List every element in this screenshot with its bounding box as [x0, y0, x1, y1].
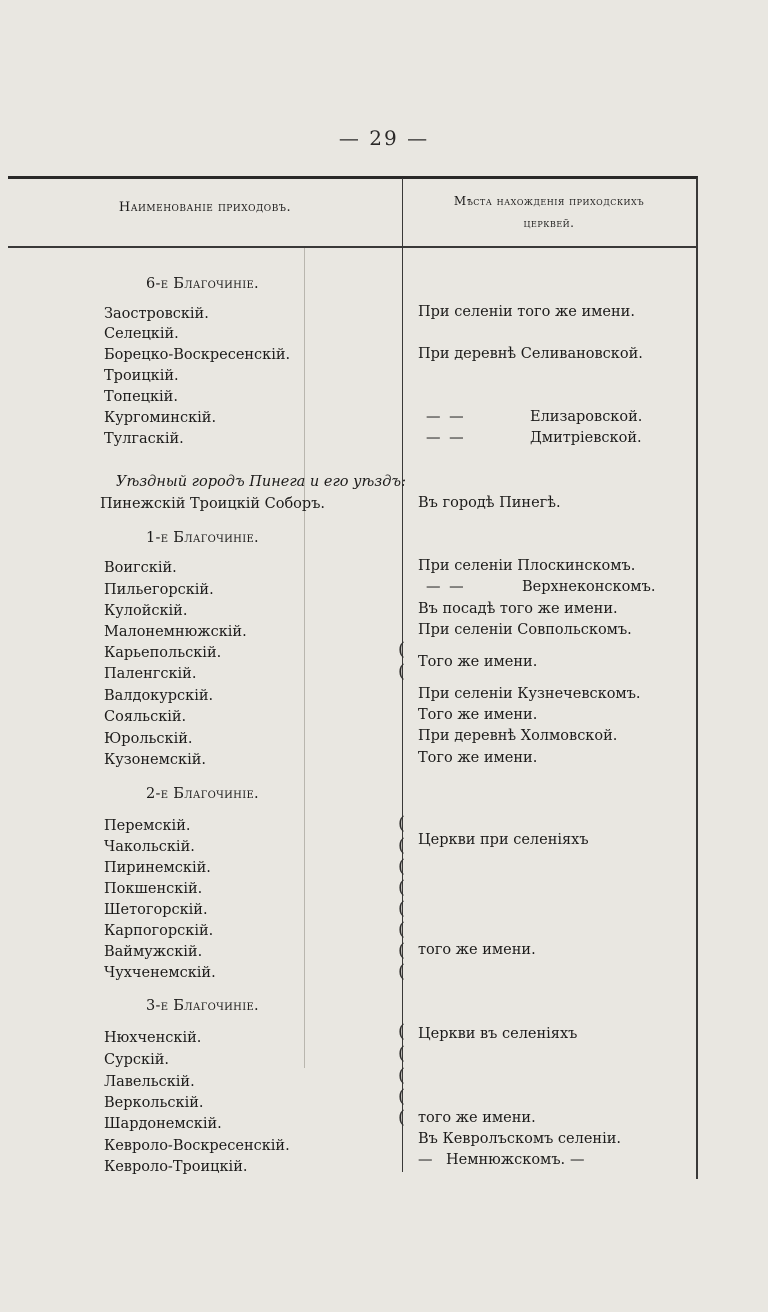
location-text: того же имени. — [418, 942, 536, 958]
header-separator — [8, 246, 696, 248]
parish-name: Паленгскій. — [104, 666, 197, 682]
parish-name: Сояльскій. — [104, 709, 187, 725]
location-text: При деревнѣ Холмовской. — [418, 728, 618, 744]
parish-name: Сурскій. — [104, 1052, 170, 1068]
brace-mark: ( — [398, 1107, 406, 1128]
location-text: Того же имени. — [418, 750, 538, 766]
parish-name: Шетогорскій. — [104, 902, 208, 918]
location-text: При деревнѣ Селивановской. — [418, 346, 643, 362]
ditto-dashes: — — [570, 1152, 585, 1168]
header-right-line2: церквей. — [523, 216, 575, 230]
location-text: Въ городѣ Пинегѣ. — [418, 495, 561, 511]
parish-name: Юрольскій. — [104, 731, 193, 747]
header-right-line1: Мѣста нахожденія приходскихъ — [453, 194, 645, 208]
brace-mark: ( — [398, 1065, 406, 1086]
location-text: При селеніи Плоскинскомъ. — [418, 558, 636, 574]
brace-mark: ( — [398, 877, 406, 898]
parish-name: Кургоминскій. — [104, 410, 217, 426]
brace-mark: ( — [398, 813, 406, 834]
parish-name: Лавельскій. — [104, 1074, 195, 1090]
section-heading-1: 1-е Благочиніе. — [146, 530, 259, 546]
parish-name: Пильегорскій. — [104, 582, 214, 598]
parish-name: Нюхченскій. — [104, 1030, 202, 1046]
page-number: — 29 — — [338, 126, 430, 150]
parish-name: Чухченемскій. — [104, 965, 216, 981]
location-text: Немнюжскомъ. — [446, 1152, 566, 1168]
parish-name: Чакольскій. — [104, 839, 195, 855]
parish-name: Перемскій. — [104, 818, 191, 834]
brace-mark: ( — [398, 1021, 406, 1042]
brace-mark: ( — [398, 961, 406, 982]
town-heading: Уѣздный городъ Пинега и его уѣздъ: — [116, 474, 406, 490]
parish-name: Кевроло-Троицкій. — [104, 1159, 248, 1175]
ditto-dashes: — — — [426, 579, 466, 595]
location-text: Елизаровской. — [530, 409, 643, 425]
brace-mark: ( — [398, 661, 406, 682]
location-text: Дмитріевской. — [530, 430, 642, 446]
parish-name: Карпогорскій. — [104, 923, 214, 939]
parish-name: Пиринемскій. — [104, 860, 211, 876]
location-text: Въ Кевролъскомъ селеніи. — [418, 1131, 621, 1147]
parish-name: Карьепольскій. — [104, 645, 222, 661]
ditto-dashes: — — — [426, 430, 466, 446]
location-text: При селеніи того же имени. — [418, 304, 635, 320]
parish-name: Троицкій. — [104, 368, 179, 384]
location-text: того же имени. — [418, 1110, 536, 1126]
parish-name: Борецко-Воскресенскій. — [104, 347, 291, 363]
parish-name: Валдокурскій. — [104, 688, 214, 704]
parish-name: Кевроло-Воскресенскій. — [104, 1138, 290, 1154]
brace-mark: ( — [398, 898, 406, 919]
brace-mark: ( — [398, 1043, 406, 1064]
faint-rule — [304, 248, 305, 1068]
location-text: Того же имени. — [418, 654, 538, 670]
ditto-dashes: — — [418, 1152, 433, 1168]
parish-name: Кулойскій. — [104, 603, 188, 619]
brace-mark: ( — [398, 835, 406, 856]
brace-mark: ( — [398, 1086, 406, 1107]
parish-name: Ваймужскій. — [104, 944, 203, 960]
brace-mark: ( — [398, 856, 406, 877]
section-heading-3: 3-е Благочиніе. — [146, 998, 259, 1014]
location-text: При селеніи Совпольскомъ. — [418, 622, 632, 638]
parish-name: Малонемнюжскій. — [104, 624, 247, 640]
parish-name: Пинежскій Троицкій Соборъ. — [100, 496, 326, 512]
location-text: Того же имени. — [418, 707, 538, 723]
parish-name: Селецкій. — [104, 326, 179, 342]
section-heading-2: 2-е Благочиніе. — [146, 786, 259, 802]
parish-name: Покшенскій. — [104, 881, 203, 897]
parish-name: Топецкій. — [104, 389, 178, 405]
brace-mark: ( — [398, 919, 406, 940]
section-heading-6: 6-е Благочиніе. — [146, 276, 259, 292]
location-text: Церкви при селеніяхъ — [418, 832, 589, 848]
location-text: Въ посадѣ того же имени. — [418, 601, 618, 617]
location-text: Церкви въ селеніяхъ — [418, 1026, 578, 1042]
location-text: При селеніи Кузнечевскомъ. — [418, 686, 641, 702]
location-text: Верхнеконскомъ. — [522, 579, 656, 595]
parish-name: Шардонемскій. — [104, 1116, 222, 1132]
parish-name: Заостровскій. — [104, 306, 209, 322]
brace-mark: ( — [398, 639, 406, 660]
parish-name: Кузонемскій. — [104, 752, 207, 768]
parish-name: Воигскій. — [104, 560, 177, 576]
brace-mark: ( — [398, 940, 406, 961]
header-left: Наименованіе приходовъ. — [118, 200, 292, 215]
parish-name: Веркольскій. — [104, 1095, 204, 1111]
ditto-dashes: — — — [426, 409, 466, 425]
parish-name: Тулгаскій. — [104, 431, 184, 447]
header-right — [404, 190, 694, 234]
